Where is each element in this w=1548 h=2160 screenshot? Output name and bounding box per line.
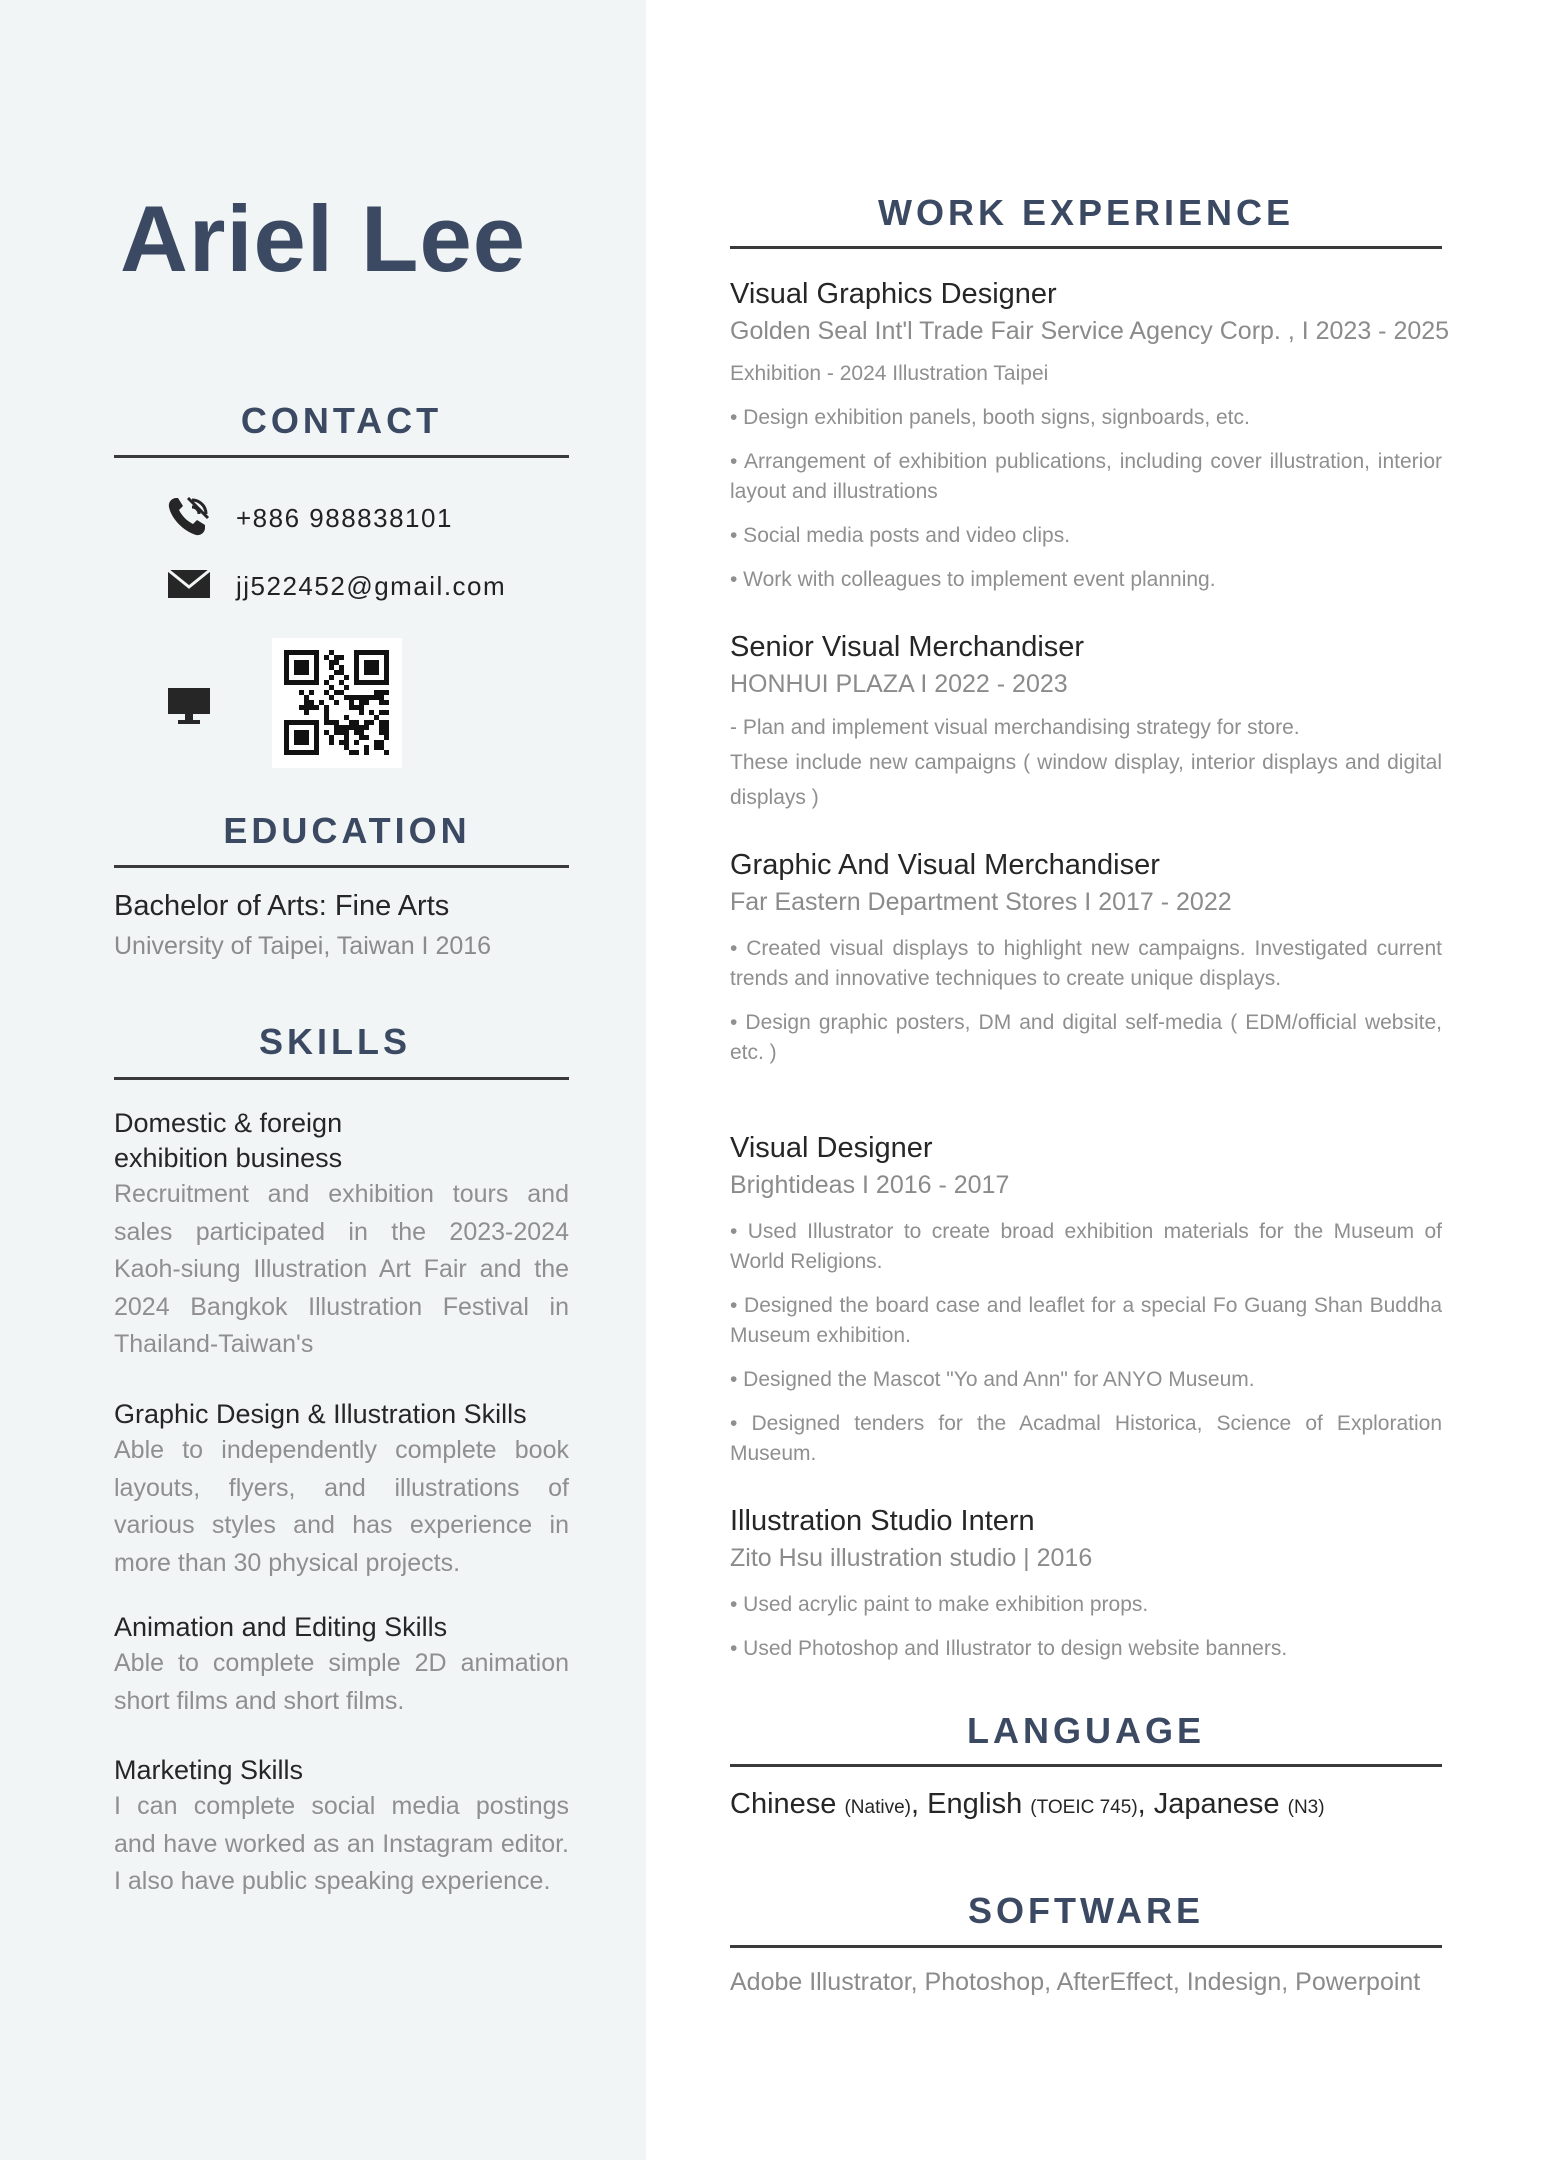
job-company: HONHUI PLAZA I 2022 - 2023 (730, 670, 1068, 698)
job-entry (730, 1502, 1442, 1664)
skill-desc: I can complete social media postings and have worked as an Instagram editor. I also have public speaking experience. (114, 1792, 569, 1895)
contact-phone-row (166, 494, 453, 543)
education-rule (114, 865, 569, 868)
job-subtitle: Exhibition - 2024 Illustration Taipei (730, 362, 1049, 385)
language-rule (730, 1764, 1442, 1767)
job-bullet: • Design graphic posters, DM and digital self-media ( EDM/official website, etc. ) (730, 1011, 1442, 1064)
skill-title: Graphic Design & Illustration Skills (114, 1399, 527, 1429)
resume-name: Ariel Lee (119, 186, 527, 291)
job-bullet: • Used Illustrator to create broad exhibition materials for the Museum of World Religions. (730, 1220, 1442, 1273)
work-heading: WORK EXPERIENCE (877, 192, 1295, 233)
education-heading: EDUCATION (223, 810, 471, 851)
job-title: Graphic And Visual Merchandiser (730, 849, 1160, 881)
language-name: English (927, 1788, 1023, 1820)
qr-code[interactable] (272, 638, 402, 768)
contact-heading: CONTACT (240, 400, 443, 441)
edu-degree: Bachelor of Arts: Fine Arts (114, 890, 450, 922)
job-entry (730, 628, 1442, 815)
job-entry (730, 1129, 1442, 1469)
job-bullet: • Designed tenders for the Acadmal Historica, Science of Exploration Museum. (730, 1412, 1442, 1465)
language-list (730, 1788, 1325, 1821)
job-bullet: • Designed the Mascot "Yo and Ann" for ANYO Museum. (730, 1368, 1255, 1391)
email-address[interactable]: jj522452@gmail.com (236, 571, 507, 601)
job-title: Visual Graphics Designer (730, 278, 1057, 310)
skill-desc: Recruitment and exhibition tours and sales participated in the 2023-2024 Kaoh-siung Illustration Art Fair and the 2024 Bangkok Illustration Festival in Thailand-Taiwan's (114, 1180, 569, 1358)
language-separator: , (910, 1788, 928, 1820)
job-entry (730, 275, 1450, 595)
monitor-icon (166, 686, 212, 731)
skill-desc: Able to independently complete book layouts, flyers, and illustrations of various styles and has experience in more than 30 physical projects. (114, 1436, 569, 1577)
job-company: Far Eastern Department Stores I 2017 - 2022 (730, 888, 1232, 916)
job-bullet: • Work with colleagues to implement event planning. (730, 568, 1216, 591)
job-company: Zito Hsu illustration studio | 2016 (730, 1544, 1093, 1572)
job-entry (730, 846, 1442, 1068)
envelope-icon (166, 568, 212, 605)
job-line: - Plan and implement visual merchandising strategy for store. (730, 716, 1300, 739)
edu-school: University of Taipei, Taiwan I 2016 (114, 932, 492, 960)
job-company: Brightideas I 2016 - 2017 (730, 1171, 1010, 1199)
language-level: (N3) (1287, 1797, 1325, 1818)
job-bullet: • Used Photoshop and Illustrator to design website banners. (730, 1637, 1288, 1660)
contact-email-row (166, 568, 506, 605)
skill-desc: Able to complete simple 2D animation short films and short films. (114, 1649, 569, 1715)
skills-rule (114, 1077, 569, 1080)
job-bullet: • Social media posts and video clips. (730, 524, 1071, 547)
job-bullet: • Used acrylic paint to make exhibition props. (730, 1593, 1149, 1616)
language-name: Chinese (730, 1788, 837, 1820)
job-title: Senior Visual Merchandiser (730, 631, 1085, 663)
work-rule (730, 246, 1442, 249)
phone-icon (166, 494, 212, 543)
job-line: These include new campaigns ( window display, interior displays and digital displays ) (730, 751, 1442, 809)
language-name: Japanese (1153, 1788, 1280, 1820)
skill-title: Marketing Skills (114, 1755, 304, 1785)
job-bullet: • Designed the board case and leaflet for a special Fo Guang Shan Buddha Museum exhibition. (730, 1294, 1442, 1347)
software-rule (730, 1945, 1442, 1948)
contact-rule (114, 455, 569, 458)
skill-title: Animation and Editing Skills (114, 1612, 448, 1642)
skill-item (114, 1753, 569, 1901)
software-list: Adobe Illustrator, Photoshop, AfterEffect, Indesign, Powerpoint (730, 1968, 1421, 1996)
language-separator: , (1137, 1788, 1154, 1820)
software-heading: SOFTWARE (968, 1890, 1204, 1931)
skill-item (114, 1610, 569, 1720)
skill-title: Domestic & foreign exhibition business (114, 1108, 343, 1173)
job-title: Visual Designer (730, 1132, 933, 1164)
phone-number[interactable]: +886 988838101 (236, 503, 453, 533)
skills-heading: SKILLS (258, 1021, 411, 1062)
job-bullet: • Created visual displays to highlight new campaigns. Investigated current trends and innovative techniques to create unique displays. (730, 937, 1442, 990)
skill-item (114, 1106, 569, 1364)
job-title: Illustration Studio Intern (730, 1505, 1035, 1537)
job-company: Golden Seal Int'l Trade Fair Service Agency Corp. , I 2023 - 2025 (730, 317, 1450, 345)
skill-item (114, 1397, 569, 1582)
job-bullet: • Arrangement of exhibition publications, including cover illustration, interior layout and illustrations (730, 450, 1442, 503)
language-heading: LANGUAGE (967, 1710, 1205, 1751)
language-level: (Native) (844, 1797, 911, 1818)
language-level: (TOEIC 745) (1030, 1797, 1138, 1818)
job-bullet: • Design exhibition panels, booth signs, signboards, etc. (730, 406, 1250, 429)
